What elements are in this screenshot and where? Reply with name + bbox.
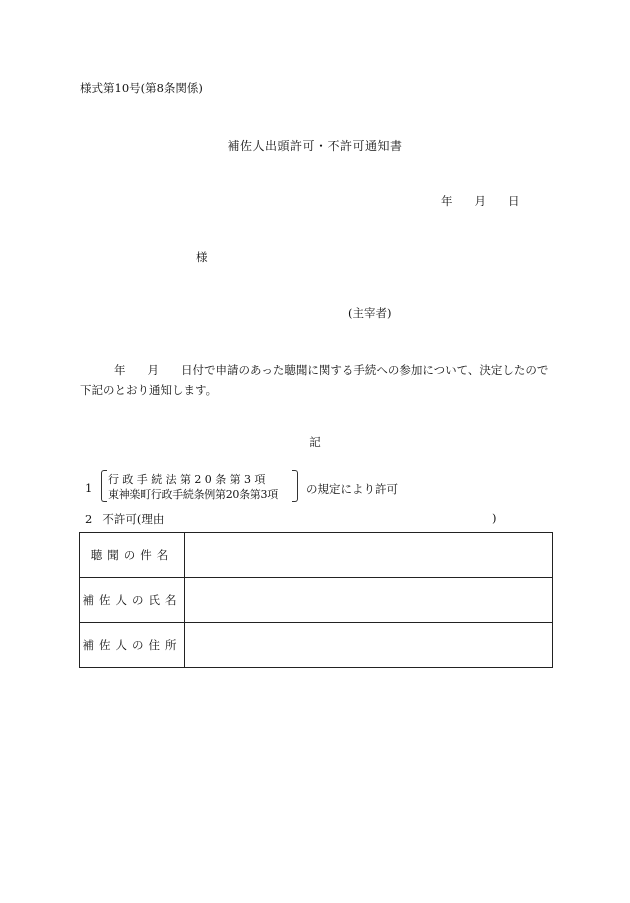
body-month-label: 月 [147, 363, 159, 377]
addressee-suffix: 様 [196, 250, 208, 264]
assistant-name-field[interactable] [185, 578, 553, 623]
hearing-case-label: 聴聞の件名 [80, 533, 185, 578]
body-text: 日付で申請のあった聴聞に関する手続への参加について、決定したので下記のとおり通知します。 [80, 363, 549, 397]
date-month-label: 月 [474, 194, 486, 208]
hearing-case-field[interactable] [185, 533, 553, 578]
assistant-name-label: 補佐人の氏名 [80, 578, 185, 623]
right-bracket [292, 470, 298, 502]
organizer-label: (主宰者) [348, 306, 392, 320]
document-title: 補佐人出頭許可・不許可通知書 [227, 139, 403, 153]
item2-close-paren: ) [492, 511, 497, 525]
info-table [79, 532, 553, 668]
item1-number: 1 [85, 481, 93, 495]
law-choice-bracket [101, 470, 298, 502]
item2-line [85, 511, 164, 527]
assistant-address-field[interactable] [185, 623, 553, 668]
form-number: 様式第10号(第8条関係) [80, 81, 203, 95]
notice-body [80, 360, 550, 400]
assistant-address-label: 補佐人の住所 [80, 623, 185, 668]
table-row [80, 623, 553, 668]
date-line [441, 193, 520, 209]
left-bracket [101, 470, 107, 502]
table-row [80, 533, 553, 578]
law-option-ordinance: 東神楽町行政手続条例第20条第3項 [108, 488, 278, 501]
item1-permit-text: の規定により許可 [306, 482, 398, 496]
ki-heading: 記 [309, 435, 321, 449]
date-day-label: 日 [508, 194, 520, 208]
law-option-act: 行政手続法第20条第3項 [108, 473, 269, 486]
date-year-label: 年 [441, 194, 453, 208]
item2-label: 不許可(理由 [102, 512, 165, 526]
item2-number: 2 [85, 512, 93, 526]
body-year-label: 年 [114, 363, 126, 377]
table-row [80, 578, 553, 623]
